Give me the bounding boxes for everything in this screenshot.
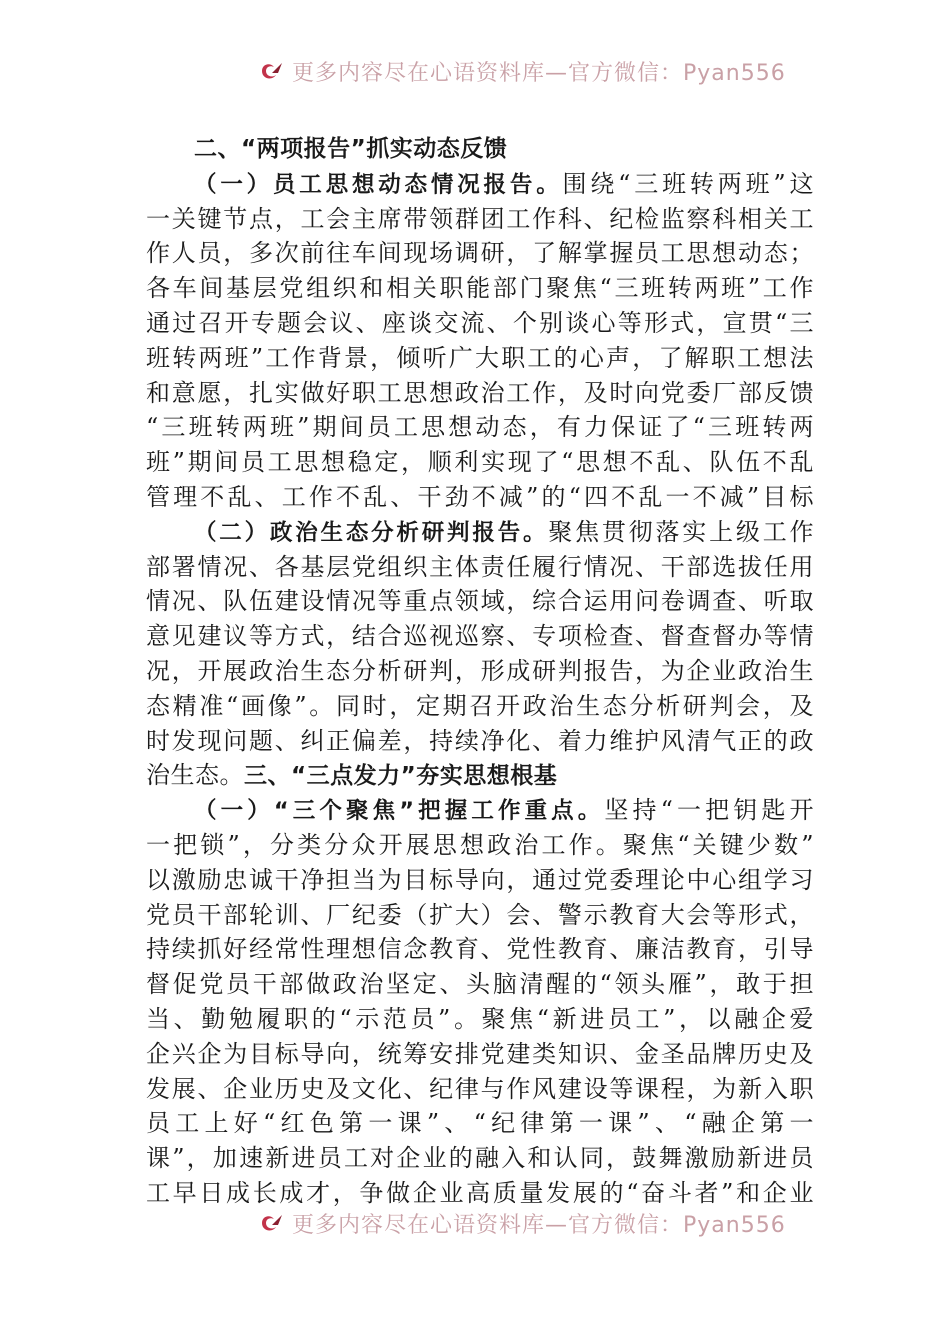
watermark-text: 更多内容尽在心语资料库—官方微信：Pyan556 [292,1212,786,1238]
paragraph-line: 一把锁”，分类分众开展思想政治工作。聚焦“关键少数” [146,830,814,859]
subheading-text: （二）政治生态分析研判报告。 [194,519,549,546]
watermark-footer [258,1208,786,1238]
paragraph-lead-line [146,793,814,828]
logo-icon [258,59,286,83]
section-heading: 二、“两项报告”抓实动态反馈 [194,136,508,162]
paragraph-line: 通过召开专题会议、座谈交流、个别谈心等形式，宣贯“三 [146,308,814,337]
paragraph-line: 作人员，多次前往车间现场调研，了解掌握员工思想动态； [146,239,814,268]
paragraph-line: 班”期间员工思想稳定，顺利实现了“思想不乱、队伍不乱 [146,448,814,477]
logo-icon [258,1211,286,1235]
paragraph-line: 工早日成长成才，争做企业高质量发展的“奋斗者”和企业 [146,1178,814,1207]
paragraph-line: 时发现问题、纠正偏差，持续净化、着力维护风清气正的政 [146,726,814,755]
watermark-text: 更多内容尽在心语资料库—官方微信：Pyan556 [292,60,786,86]
paragraph-lead-line [146,515,814,550]
watermark-header [258,56,786,86]
paragraph-line: 员工上好“红色第一课”、“纪律第一课”、“融企第一 [146,1109,814,1138]
paragraph-line: 各车间基层党组织和相关职能部门聚焦“三班转两班”工作 [146,274,814,303]
paragraph-line: 和意愿，扎实做好职工思想政治工作，及时向党委厂部反馈 [146,378,814,407]
paragraph-line: 意见建议等方式，结合巡视巡察、专项检查、督查督办等情 [146,622,814,651]
paragraph-line: “三班转两班”期间员工思想动态，有力保证了“三班转两 [146,413,814,442]
paragraph-text: 坚持“一把钥匙开 [604,796,814,825]
paragraph-line: 发展、企业历史及文化、纪律与作风建设等课程，为新入职 [146,1074,814,1103]
paragraph-line: 一关键节点，工会主席带领群团工作科、纪检监察科相关工 [146,204,814,233]
paragraph-line: 部署情况、各基层党组织主体责任履行情况、干部选拔任用 [146,552,814,581]
paragraph-line: 督促党员干部做政治坚定、头脑清醒的“领头雁”，敢于担 [146,970,814,999]
paragraph-lead-line [146,167,814,202]
paragraph-text: 围绕“三班转两班”这 [562,169,814,198]
paragraph-line: 班转两班”工作背景，倾听广大职工的心声，了解职工想法 [146,343,814,372]
section-heading: 三、“三点发力”夯实思想根基 [244,763,558,790]
subheading-text: （一）员工思想动态情况报告。 [194,171,563,198]
paragraph-line: 情况、队伍建设情况等重点领域，综合运用问卷调查、听取 [146,587,814,616]
paragraph-line-with-heading [146,758,814,793]
subheading-text: （一）“三个聚焦”把握工作重点。 [194,798,605,825]
paragraph-text: 治生态。 [146,761,244,790]
paragraph-line: 以激励忠诚干净担当为目标导向，通过党委理论中心组学习 [146,865,814,894]
paragraph-text: 聚焦贯彻落实上级工作 [548,517,814,546]
document-page [146,132,814,1211]
paragraph-line: 课”，加速新进员工对企业的融入和认同，鼓舞激励新进员 [146,1144,814,1173]
paragraph-line: 当、勤勉履职的“示范员”。聚焦“新进员工”，以融企爱 [146,1004,814,1033]
paragraph-line: 持续抓好经常性理想信念教育、党性教育、廉洁教育，引导 [146,935,814,964]
paragraph-line: 态精准“画像”。同时，定期召开政治生态分析研判会，及 [146,691,814,720]
paragraph-line: 况，开展政治生态分析研判，形成研判报告，为企业政治生 [146,656,814,685]
paragraph-line: 党员干部轮训、厂纪委（扩大）会、警示教育大会等形式， [146,900,814,929]
paragraph-line: 企兴企为目标导向，统筹安排党建类知识、金圣品牌历史及 [146,1039,814,1068]
paragraph-line: 管理不乱、工作不乱、干劲不减”的“四不乱一不减”目标 [146,482,814,511]
